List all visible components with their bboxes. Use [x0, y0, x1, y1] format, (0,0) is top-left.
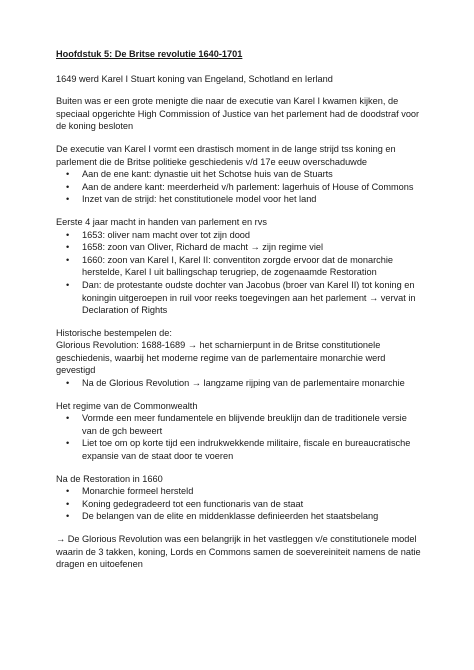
list-item: • Vormde een meer fundamentele en blijvende breuklijn dan de traditionele versie van de gch beweert	[56, 412, 424, 437]
list-item: • Inzet van de strijd: het constitutionele model voor het land	[56, 193, 424, 206]
list-item: • 1653: oliver nam macht over tot zijn dood	[56, 229, 424, 242]
list-item: • Liet toe om op korte tijd een indrukwekkende militaire, fiscale en bureaucratische expansie van de staat door te voeren	[56, 437, 424, 462]
list-item: • Koning gedegradeerd tot een functionaris van de staat	[56, 498, 424, 511]
paragraph-execution-moment: De executie van Karel I vormt een drastisch moment in de lange strijd tss koning en parlement die de Britse politieke geschiedenis v/d 17e eeuw overschaduwde	[56, 143, 396, 167]
list-item: • De belangen van de elite en middenklasse definieerden het staatsbelang	[56, 510, 424, 523]
paragraph-execution-crowd: Buiten was er een grote menigte die naar de executie van Karel I kwamen kijken, de speciaal opgerichte High Commission of Justice van het parlement had de doodstraf voor de koning besloten	[56, 96, 420, 132]
bullet-list-restoration	[56, 485, 424, 523]
chapter-title: Hoofdstuk 5: De Britse revolutie 1640-1701	[56, 49, 243, 59]
list-item: • 1658: zoon van Oliver, Richard de macht → zijn regime viel	[56, 241, 424, 254]
paragraph-historians: Historische bestempelen de:	[56, 327, 172, 338]
paragraph-commonwealth: Het regime van de Commonwealth	[56, 400, 198, 411]
list-item: • Aan de andere kant: meerderheid v/h parlement: lagerhuis of House of Commons	[56, 181, 424, 194]
paragraph-conclusion: → De Glorious Revolution was een belangrijk in het vastleggen v/e constitutionele model waarin de 3 takken, koning, Lords en Commons samen de soevereiniteit namens de natie dragen en uitoefenen	[56, 534, 421, 570]
list-item: • Aan de ene kant: dynastie uit het Schotse huis van de Stuarts	[56, 168, 424, 181]
bullet-list-timeline	[56, 229, 424, 317]
bullet-list-glorious	[56, 377, 424, 390]
bullet-list-struggle	[56, 168, 424, 206]
list-item: • 1660: zoon van Karel I, Karel II: conventiton zorgde ervoor dat de monarchie herstelde, Karel I uit ballingschap terugriep, de zogenaamde Restoration	[56, 254, 424, 279]
paragraph-restoration: Na de Restoration in 1660	[56, 473, 163, 484]
bullet-list-commonwealth	[56, 412, 424, 462]
paragraph-first-four-years: Eerste 4 jaar macht in handen van parlement en rvs	[56, 216, 267, 227]
paragraph-glorious-revolution: Glorious Revolution: 1688-1689 → het scharnierpunt in de Britse constitutionele geschiedenis, waarbij het moderne regime van de parlementaire monarchie werd gevestigd	[56, 340, 386, 376]
paragraph-1649: 1649 werd Karel I Stuart koning van Engeland, Schotland en Ierland	[56, 73, 333, 84]
list-item: • Monarchie formeel hersteld	[56, 485, 424, 498]
list-item: • Na de Glorious Revolution → langzame rijping van de parlementaire monarchie	[56, 377, 424, 390]
list-item: • Dan: de protestante oudste dochter van Jacobus (broer van Karel II) tot koning en koningin uitgeroepen in ruil voor reeks toegevingen aan het parlement → vervat in Declaration of Rights	[56, 279, 424, 317]
